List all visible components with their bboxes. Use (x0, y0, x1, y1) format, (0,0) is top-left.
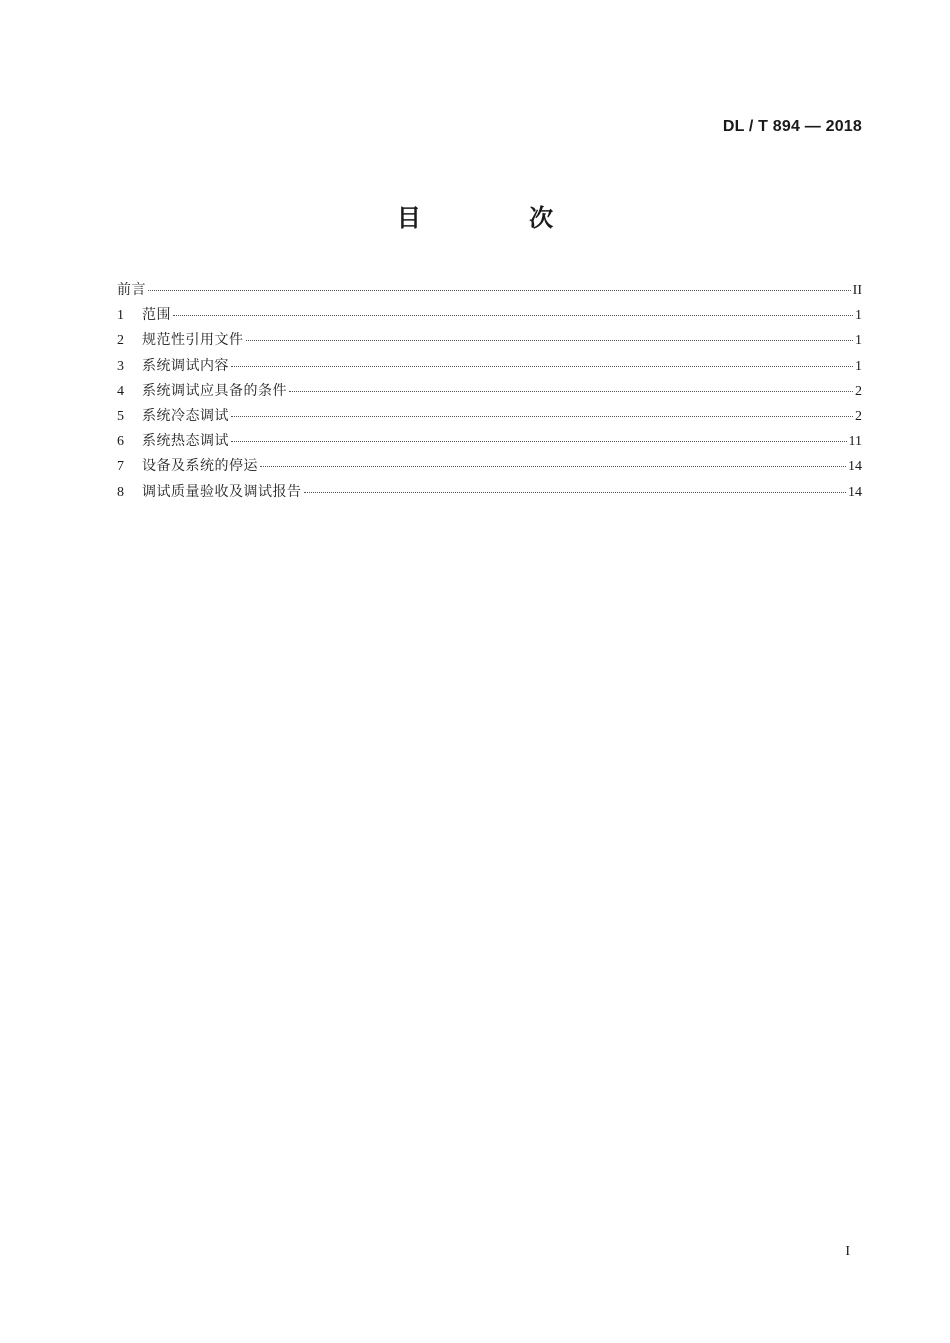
toc-entry-number: 5 (117, 408, 124, 424)
toc-entry-label: 系统冷态调试 (142, 407, 229, 424)
toc-entry-page: 1 (855, 358, 862, 374)
toc-entry-number: 2 (117, 333, 124, 349)
toc-entry-8[interactable] (117, 481, 862, 506)
toc-entry-page: 1 (855, 308, 862, 324)
toc-entry-number: 3 (117, 358, 124, 374)
page-number: I (845, 1244, 850, 1259)
toc-entry-label: 范围 (142, 307, 171, 324)
toc-entry-label: 调试质量验收及调试报告 (142, 483, 302, 500)
toc-entry-page: 11 (848, 434, 862, 450)
toc-entry-page: 2 (855, 383, 862, 399)
dot-leader (173, 315, 853, 316)
toc-entry-foreword[interactable] (117, 279, 862, 304)
toc-entry-label: 规范性引用文件 (142, 332, 244, 349)
toc-entry-label: 系统调试应具备的条件 (142, 382, 287, 399)
dot-leader (231, 416, 853, 417)
dot-leader (231, 366, 853, 367)
dot-leader (289, 391, 853, 392)
toc-entry-label: 系统热态调试 (142, 433, 229, 450)
toc-entry-label: 设备及系统的停运 (142, 458, 258, 475)
toc-entry-page: 2 (855, 408, 862, 424)
page-title: 目 次 (396, 204, 604, 232)
dot-leader (304, 492, 847, 493)
toc-entry-number: 7 (117, 459, 124, 475)
toc-entry-1[interactable] (117, 304, 862, 329)
toc-entry-number: 1 (117, 308, 124, 324)
toc-entry-number: 6 (117, 434, 124, 450)
toc-entry-7[interactable] (117, 455, 862, 480)
toc-entry-number: 8 (117, 484, 124, 500)
toc-entry-page: 1 (855, 333, 862, 349)
toc-entry-number: 4 (117, 383, 124, 399)
toc-entry-6[interactable] (117, 430, 862, 455)
toc-entry-page: 14 (848, 484, 862, 500)
toc-entry-5[interactable] (117, 405, 862, 430)
dot-leader (246, 340, 854, 341)
toc-entry-page: II (852, 283, 862, 298)
dot-leader (231, 441, 847, 442)
toc-entry-page: 14 (848, 459, 862, 475)
toc-entry-label: 前言 (117, 282, 146, 298)
toc-entry-2[interactable] (117, 329, 862, 354)
dot-leader (148, 290, 851, 291)
toc-entry-3[interactable] (117, 355, 862, 380)
toc-entry-label: 系统调试内容 (142, 357, 229, 374)
dot-leader (260, 466, 846, 467)
table-of-contents (117, 279, 862, 506)
standard-code: DL / T 894 — 2018 (722, 118, 862, 135)
toc-entry-4[interactable] (117, 380, 862, 405)
